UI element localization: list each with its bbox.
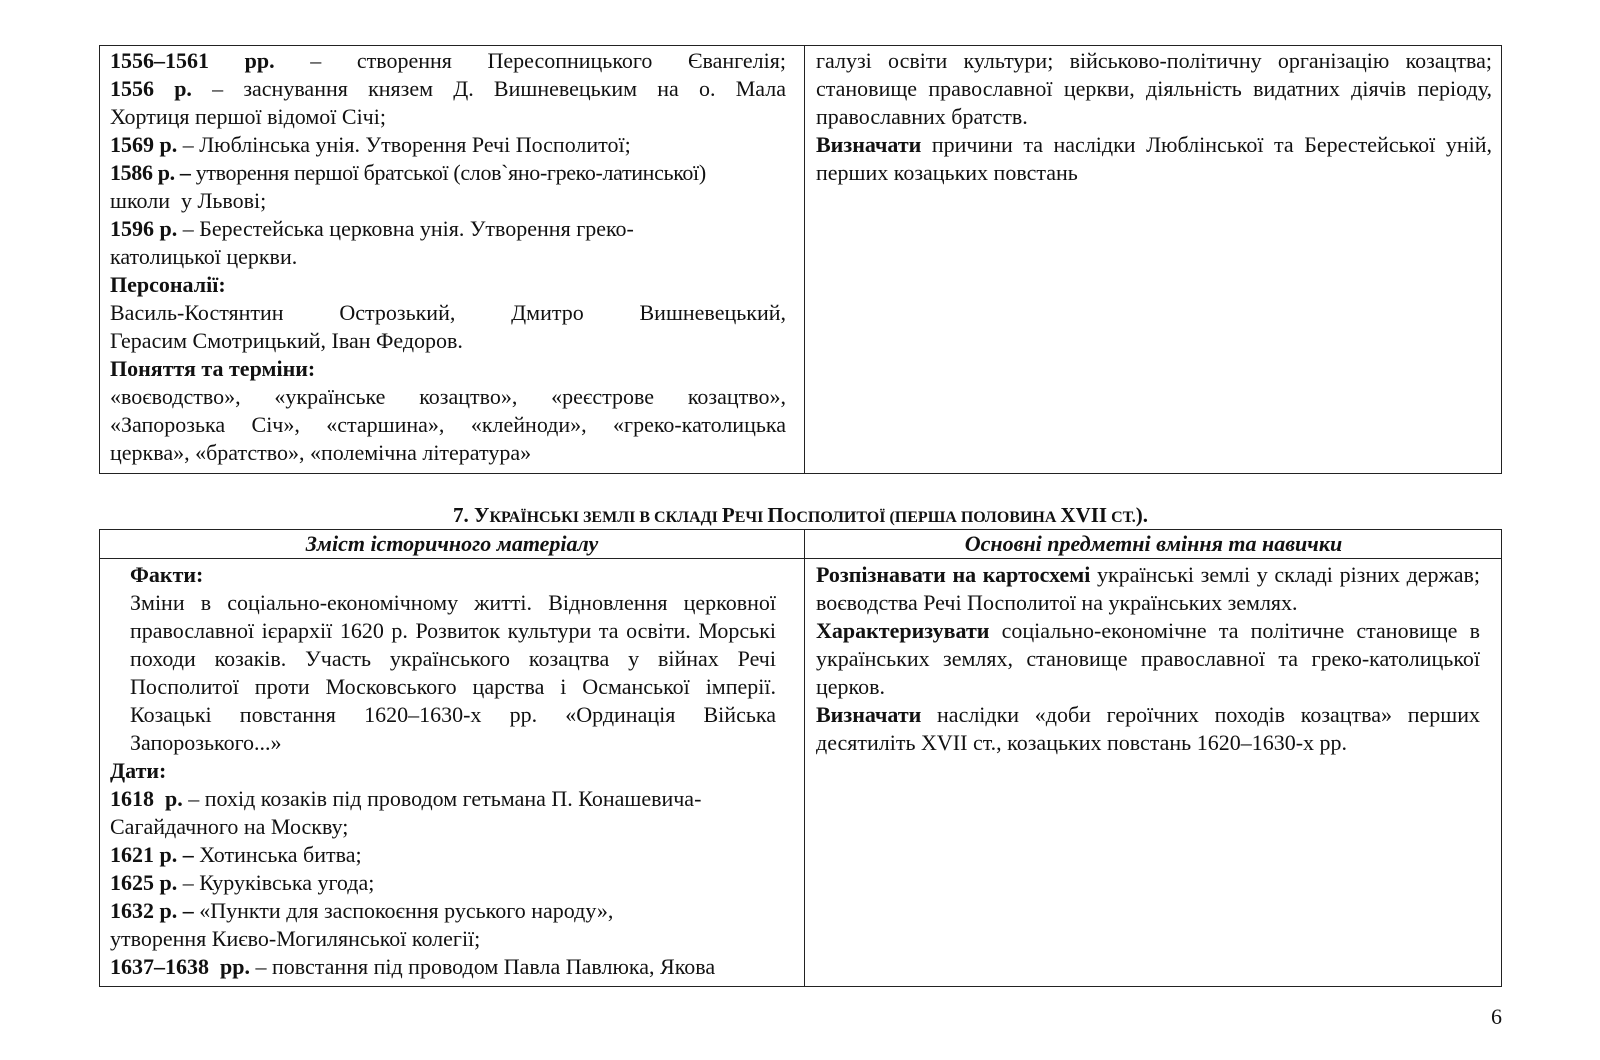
table-row: Герасим Смотрицький, Іван Федоров. (110, 328, 463, 353)
table-row: 1625 р. – Куруківська угода; (110, 870, 375, 895)
dates-label: Дати: (110, 758, 167, 783)
page-number: 6 (1491, 1004, 1502, 1029)
table-row: 1632 р. – «Пункти для заспокоєння руського народу», (110, 898, 614, 923)
table-row: Василь-Костянтин Острозький, Дмитро Вишневецький, (110, 300, 786, 325)
column-divider (804, 46, 805, 473)
table-row: Сагайдачного на Москву; (110, 814, 349, 839)
table-row: «воєводство», «українське козацтво», «реєстрове козацтво», (110, 384, 786, 409)
skills-paragraph: Розпізнавати на картосхемі українські землі у складі різних держав; воєводства Речі Посполитої на українських землях. (816, 562, 1480, 615)
table-row: 1556–1561 рр. – створення Пересопницького Євангелія; (110, 48, 786, 73)
table-row: 1556 р. – заснування князем Д. Вишневецьким на о. Мала (110, 76, 786, 101)
facts-text: Зміни в соціально-економічному житті. Відновлення церковної православної ієрархії 1620 р. Розвиток культури та освіти. Морські походи козаків. Участь українського козацтва у війнах Речі Посполитої проти Московського царства і Османської імперії. Козацькі повстання 1620–1630-х рр. «Ординація Війська Запорозького...» (130, 590, 776, 755)
column-header-content: Зміст історичного матеріалу (305, 531, 599, 556)
header-divider (100, 558, 1501, 559)
table-row: школи у Львові; (110, 188, 267, 213)
skills-cell-right (816, 561, 1480, 757)
facts-label: Факти: (130, 562, 204, 587)
table-row: 1596 р. – Берестейська церковна унія. Утворення греко- (110, 216, 634, 241)
column-header-skills: Основні предметні вміння та навички (964, 531, 1343, 556)
table-row: 1569 р. – Люблінська унія. Утворення Речі Посполитої; (110, 132, 631, 157)
table-row: утворення Києво-Могилянської колегії; (110, 926, 481, 951)
skills-paragraph: Визначати наслідки «доби героїчних походів козацтва» перших десятиліть XVII ст., козацьких повстань 1620–1630-х рр. (816, 702, 1480, 755)
content-cell-left (110, 47, 786, 467)
table-row: Хортиця першої відомої Січі; (110, 104, 386, 129)
skills-paragraph: галузі освіти культури; військово-політичну організацію козацтва; становище православної церкви, діяльність видатних діячів періоду, православних братств. (816, 48, 1492, 129)
table-row: «Запорозька Січ», «старшина», «клейноди», «греко-католицька (110, 412, 786, 437)
terms-label: Поняття та терміни: (110, 356, 316, 381)
skills-cell-right (816, 47, 1492, 187)
table-row: 1618 р. – похід козаків під проводом гетьмана П. Конашевича- (110, 786, 702, 811)
content-cell-left (110, 561, 776, 981)
skills-paragraph: Характеризувати соціально-економічне та політичне становище в українських землях, становище православної та греко-католицької церков. (816, 618, 1480, 699)
table-row: 1621 р. – Хотинська битва; (110, 842, 362, 867)
table-row: 1586 р. – утворення першої братської (слов`яно-греко-латинської) (110, 160, 706, 185)
section-7-table (99, 529, 1502, 987)
column-divider (804, 530, 805, 986)
table-row: церква», «братство», «полемічна література» (110, 440, 532, 465)
continuation-table (99, 45, 1502, 474)
table-row: католицької церкви. (110, 244, 298, 269)
table-row: 1637–1638 рр. – повстання під проводом Павла Павлюка, Якова (110, 954, 716, 979)
section-title: 7. УКРАЇНСЬКІ ЗЕМЛІ В СКЛАДІ РЕЧІ ПОСПОЛИТОЇ (ПЕРША ПОЛОВИНА XVII СТ.). (453, 503, 1148, 527)
personalities-label: Персоналії: (110, 272, 226, 297)
skills-paragraph: Визначати причини та наслідки Люблінської та Берестейської уній, перших козацьких повстань (816, 132, 1492, 185)
